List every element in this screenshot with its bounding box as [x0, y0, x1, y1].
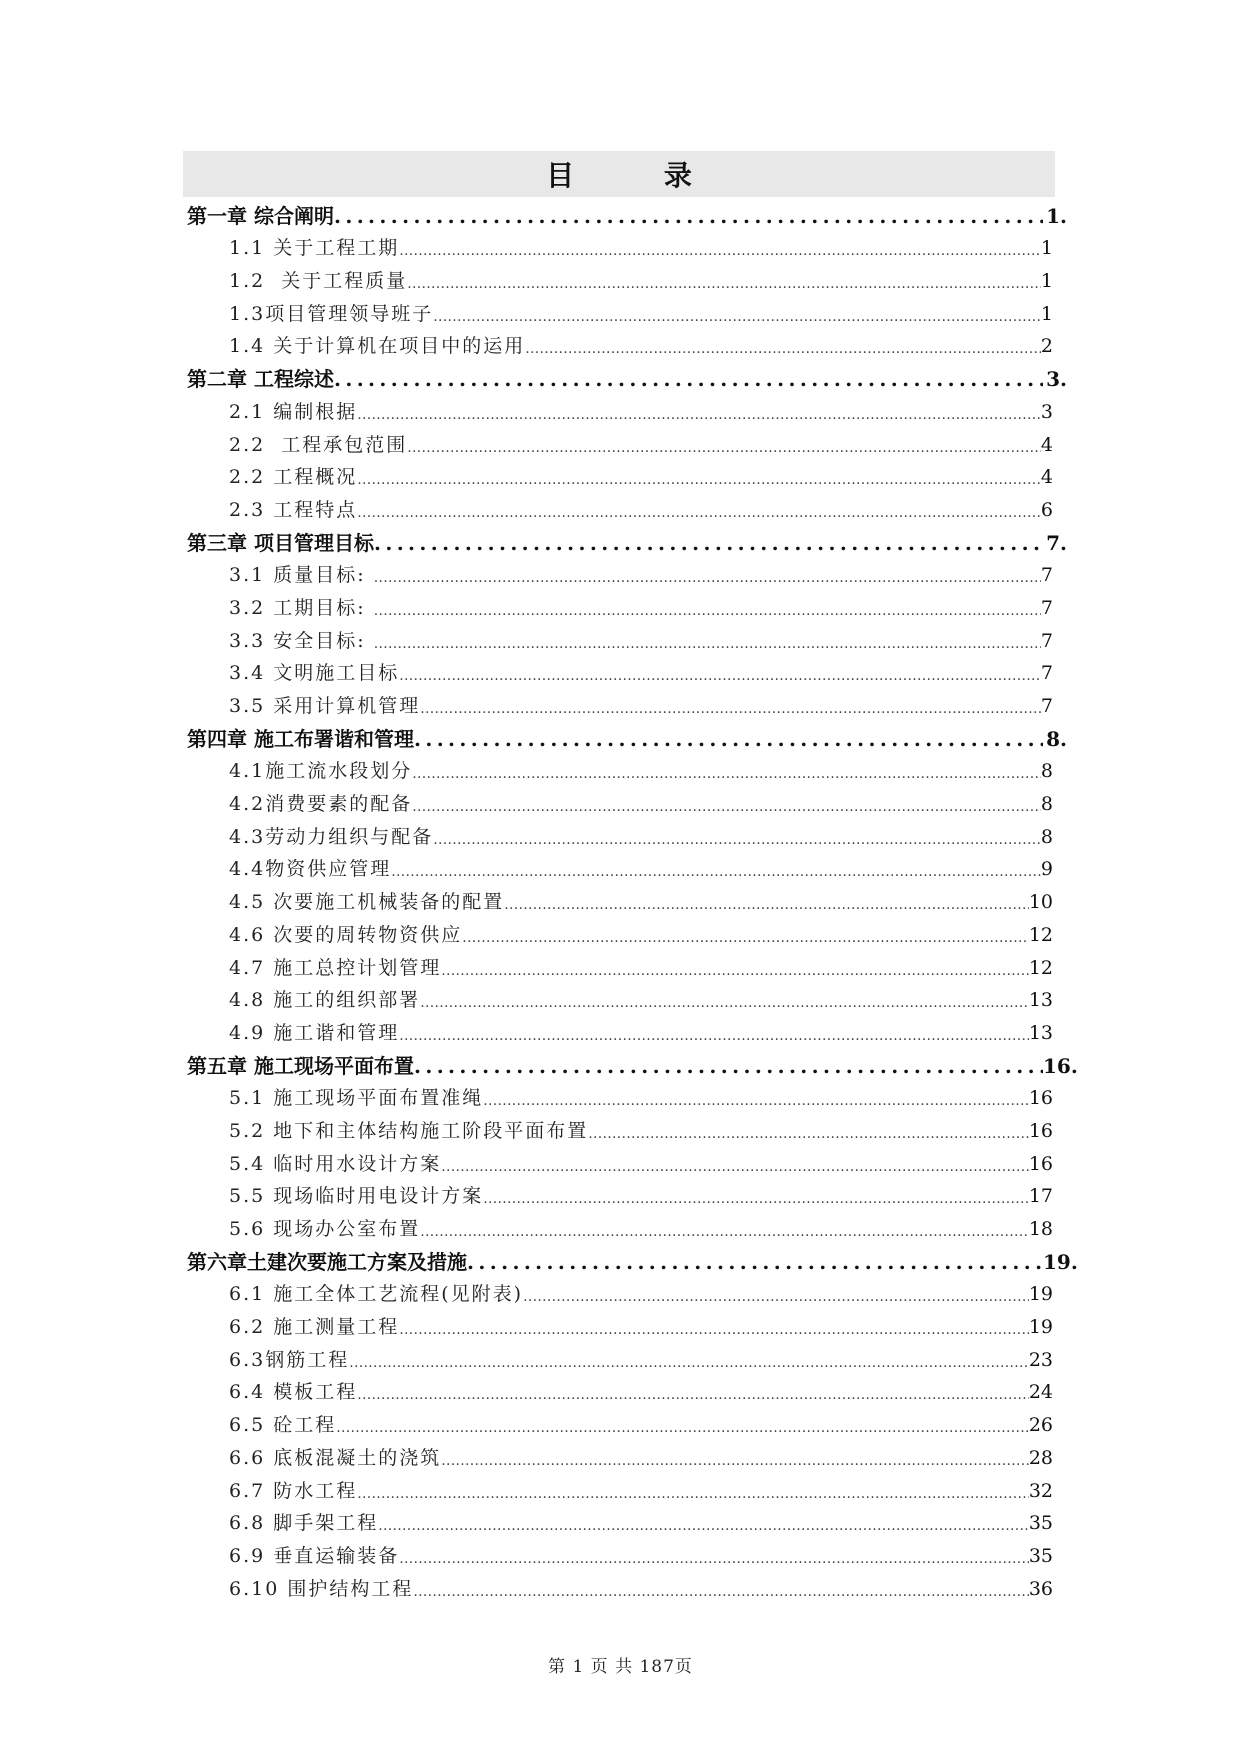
toc-page-number: 1 .: [1043, 206, 1067, 230]
toc-page-number: 28: [1028, 1446, 1053, 1469]
toc-leader-dots: [433, 310, 1041, 328]
toc-page-number: 18: [1028, 1218, 1053, 1240]
toc-title: 目 录: [546, 159, 732, 192]
toc-leader-dots: [374, 571, 1041, 589]
toc-entry-label: 6.6 底板混凝土的浇筑: [229, 1446, 442, 1469]
toc-entry-label: 4.8 施工的组织部署: [229, 989, 421, 1012]
toc-entry-label: 5.6 现场办公室布置: [229, 1218, 421, 1240]
toc-page-number: 19 .: [1043, 1252, 1067, 1276]
toc-entry-label: 第一章 综合阐明: [187, 203, 334, 228]
toc-section-entry[interactable]: [187, 785, 1067, 818]
toc-leader-dots: [374, 604, 1041, 622]
toc-leader-dots: [414, 729, 1043, 753]
page-footer: 第 1 页 共 187页: [548, 1657, 693, 1677]
toc-leader-dots: [407, 277, 1041, 295]
toc-chapter-entry[interactable]: [187, 524, 1067, 557]
toc-page-number: 3: [1040, 400, 1053, 423]
toc-leader-dots: [357, 473, 1041, 491]
toc-leader-dots: [399, 669, 1041, 687]
toc-chapter-entry[interactable]: [187, 360, 1067, 393]
toc-leader-dots: [399, 1029, 1029, 1047]
toc-entry-label: 6.8 脚手架工程: [229, 1512, 379, 1535]
toc-section-entry[interactable]: [187, 982, 1067, 1015]
toc-leader-dots: [407, 441, 1041, 459]
toc-section-entry[interactable]: [187, 753, 1067, 786]
toc-section-entry[interactable]: [187, 687, 1067, 720]
toc-entry-label: 6.10 围护结构工程: [229, 1577, 414, 1600]
toc-leader-dots: [374, 533, 1043, 557]
toc-page-number: 32: [1028, 1479, 1053, 1502]
toc-page-number: 35: [1028, 1512, 1053, 1535]
toc-leader-dots: [357, 408, 1041, 426]
toc-leader-dots: [412, 767, 1041, 785]
toc-page-number: 4: [1040, 433, 1053, 456]
toc-page-number: 8 .: [1043, 729, 1067, 753]
toc-section-entry[interactable]: [187, 1178, 1067, 1211]
toc-entry-label: 第四章 施工布署谐和管理: [187, 726, 414, 751]
toc-section-entry[interactable]: [187, 1374, 1067, 1407]
toc-section-entry[interactable]: [187, 1210, 1067, 1243]
toc-leader-dots: [378, 1519, 1029, 1537]
toc-page-number: 4: [1040, 466, 1053, 489]
toc-entry-label: 4.4物资供应管理: [229, 858, 392, 881]
toc-entry-label: 6.7 防水工程: [229, 1479, 358, 1502]
toc-section-entry[interactable]: [187, 1472, 1067, 1505]
toc-page-number: 8: [1040, 793, 1053, 816]
toc-section-entry[interactable]: [187, 655, 1067, 688]
toc-entry-label: 5.5 现场临时用电设计方案: [229, 1185, 484, 1208]
toc-leader-dots: [399, 1323, 1029, 1341]
toc-page-number: 19: [1028, 1283, 1053, 1306]
toc-leader-dots: [467, 1252, 1043, 1276]
toc-page-number: 13: [1028, 989, 1053, 1012]
toc-leader-dots: [412, 800, 1041, 818]
toc-entry-label: 4.3劳动力组织与配备: [229, 825, 434, 848]
toc-page-number: 12: [1028, 923, 1053, 946]
toc-page-number: 6: [1040, 498, 1053, 521]
toc-section-entry[interactable]: [187, 1112, 1067, 1145]
toc-page-number: 12: [1028, 956, 1053, 979]
toc-section-entry[interactable]: [187, 1341, 1067, 1374]
toc-section-entry[interactable]: [187, 949, 1067, 982]
toc-section-entry[interactable]: [187, 1308, 1067, 1341]
toc-leader-dots: [504, 898, 1029, 916]
toc-entry-label: 2.2 工程承包范围: [229, 433, 408, 456]
toc-chapter-entry[interactable]: [187, 197, 1067, 230]
toc-page-number: 16 .: [1043, 1056, 1067, 1080]
toc-page-number: 7: [1040, 596, 1053, 619]
toc-entry-label: 4.1施工流水段划分: [229, 760, 413, 783]
toc-entry-label: 6.5 砼工程: [229, 1414, 337, 1437]
toc-entry-label: 5.2 地下和主体结构施工阶段平面布置: [229, 1119, 589, 1142]
toc-leader-dots: [523, 1290, 1029, 1308]
toc-entry-label: 4.5 次要施工机械装备的配置: [229, 891, 505, 914]
toc-page-number: 13: [1028, 1021, 1053, 1044]
toc-leader-dots: [374, 637, 1041, 655]
toc-entry-label: 2.1 编制根据: [229, 400, 358, 423]
toc-section-entry[interactable]: [187, 459, 1067, 492]
toc-page-number: 16: [1028, 1119, 1053, 1142]
toc-section-entry[interactable]: [187, 262, 1067, 295]
toc-section-entry[interactable]: [187, 1537, 1067, 1570]
toc-leader-dots: [414, 1056, 1043, 1080]
toc-leader-dots: [441, 964, 1029, 982]
toc-leader-dots: [334, 206, 1043, 230]
toc-leader-dots: [441, 1160, 1029, 1178]
toc-entry-label: 1.1 关于工程工期: [229, 237, 400, 260]
toc-leader-dots: [391, 865, 1041, 883]
toc-section-entry[interactable]: [187, 1276, 1067, 1309]
toc-page-number: 36: [1028, 1577, 1053, 1600]
toc-leader-dots: [334, 369, 1043, 393]
toc-leader-dots: [483, 1192, 1029, 1210]
toc-leader-dots: [441, 1454, 1029, 1472]
toc-entry-label: 6.1 施工全体工艺流程(见附表): [229, 1283, 524, 1306]
toc-entry-label: 4.9 施工谐和管理: [229, 1021, 400, 1044]
toc-leader-dots: [357, 1388, 1029, 1406]
toc-leader-dots: [420, 996, 1029, 1014]
toc-page-number: 24: [1028, 1381, 1053, 1404]
toc-page-number: 8: [1040, 760, 1053, 783]
toc-entry-label: 3.2 工期目标:: [229, 596, 374, 619]
toc-section-entry[interactable]: [187, 916, 1067, 949]
toc-leader-dots: [588, 1127, 1029, 1145]
toc-leader-dots: [462, 931, 1029, 949]
toc-chapter-entry[interactable]: [187, 1243, 1071, 1276]
toc-section-entry[interactable]: [187, 295, 1067, 328]
toc-section-entry[interactable]: [187, 622, 1067, 655]
toc-entry-label: 1.3项目管理领导班子: [229, 302, 434, 325]
toc-page-number: 17: [1028, 1185, 1053, 1208]
toc-leader-dots: [525, 342, 1041, 360]
toc-leader-dots: [483, 1094, 1029, 1112]
toc-page-number: 7: [1040, 662, 1053, 685]
toc-page-number: 2: [1040, 335, 1053, 358]
toc-entry-label: 1.2 关于工程质量: [229, 270, 408, 293]
toc-page-number: 10: [1028, 891, 1053, 914]
toc-page-number: 23: [1028, 1348, 1053, 1371]
toc-entry-label: 第二章 工程综述: [187, 367, 334, 392]
toc-page-number: 16: [1028, 1087, 1053, 1110]
toc-page-number: 19: [1028, 1316, 1053, 1339]
toc-section-entry[interactable]: [187, 230, 1067, 263]
toc-page-number: 3 .: [1043, 369, 1067, 393]
toc-entry-label: 3.3 安全目标:: [229, 629, 374, 652]
toc-chapter-entry[interactable]: [187, 720, 1067, 753]
toc-leader-dots: [357, 1487, 1029, 1505]
toc-entry-label: 1.4 关于计算机在项目中的运用: [229, 335, 526, 358]
toc-section-entry[interactable]: [187, 1080, 1067, 1113]
toc-section-entry[interactable]: [187, 557, 1067, 590]
toc-entry-label: 6.3钢筋工程: [229, 1348, 350, 1371]
toc-section-entry[interactable]: [187, 1145, 1067, 1178]
toc-title-bar: [183, 151, 1055, 197]
toc-entry-label: 3.1 质量目标:: [229, 564, 374, 587]
table-of-contents: [187, 197, 1071, 1603]
toc-section-entry[interactable]: [187, 491, 1067, 524]
toc-section-entry[interactable]: [187, 1570, 1067, 1603]
toc-section-entry[interactable]: [187, 818, 1067, 851]
toc-leader-dots: [413, 1585, 1028, 1603]
toc-entry-label: 第三章 项目管理目标: [187, 530, 374, 555]
toc-page-number: 7: [1040, 629, 1053, 652]
toc-section-entry[interactable]: [187, 1505, 1067, 1538]
toc-entry-label: 2.3 工程特点: [229, 498, 358, 521]
toc-entry-label: 第六章土建次要施工方案及措施: [187, 1249, 467, 1274]
toc-page-number: 16: [1028, 1152, 1053, 1175]
toc-leader-dots: [420, 702, 1041, 720]
toc-page-number: 7: [1040, 564, 1053, 587]
toc-page-number: 7 .: [1043, 533, 1067, 557]
toc-entry-label: 第五章 施工现场平面布置: [187, 1053, 414, 1078]
toc-page-number: 8: [1040, 825, 1053, 848]
toc-entry-label: 3.5 采用计算机管理: [229, 695, 421, 717]
toc-leader-dots: [420, 1225, 1029, 1243]
toc-section-entry[interactable]: [187, 393, 1067, 426]
toc-entry-label: 5.4 临时用水设计方案: [229, 1152, 442, 1175]
toc-entry-label: 4.6 次要的周转物资供应: [229, 923, 463, 946]
toc-page-number: 26: [1028, 1414, 1053, 1437]
toc-section-entry[interactable]: [187, 851, 1067, 884]
toc-section-entry[interactable]: [187, 589, 1067, 622]
toc-chapter-entry[interactable]: [187, 1047, 1071, 1080]
toc-section-entry[interactable]: [187, 1406, 1067, 1439]
toc-entry-label: 6.2 施工测量工程: [229, 1316, 400, 1339]
toc-page-number: 7: [1040, 695, 1053, 717]
toc-leader-dots: [399, 1552, 1029, 1570]
toc-page-number: 9: [1040, 858, 1053, 881]
toc-section-entry[interactable]: [187, 1014, 1067, 1047]
toc-section-entry[interactable]: [187, 883, 1067, 916]
toc-entry-label: 4.2消费要素的配备: [229, 793, 413, 816]
toc-entry-label: 3.4 文明施工目标: [229, 662, 400, 685]
toc-page-number: 1: [1040, 237, 1053, 260]
toc-leader-dots: [399, 244, 1041, 262]
toc-entry-label: 6.9 垂直运输装备: [229, 1544, 400, 1567]
toc-entry-label: 2.2 工程概况: [229, 466, 358, 489]
toc-section-entry[interactable]: [187, 1439, 1067, 1472]
toc-entry-label: 5.1 施工现场平面布置准绳: [229, 1087, 484, 1110]
toc-entry-label: 6.4 模板工程: [229, 1381, 358, 1404]
toc-leader-dots: [336, 1421, 1029, 1439]
toc-leader-dots: [349, 1356, 1029, 1374]
toc-entry-label: 4.7 施工总控计划管理: [229, 956, 442, 979]
toc-section-entry[interactable]: [187, 426, 1067, 459]
toc-leader-dots: [433, 833, 1041, 851]
toc-section-entry[interactable]: [187, 328, 1067, 361]
toc-page-number: 1: [1040, 302, 1053, 325]
toc-leader-dots: [357, 506, 1041, 524]
toc-page-number: 1: [1040, 270, 1053, 293]
toc-page-number: 35: [1028, 1544, 1053, 1567]
